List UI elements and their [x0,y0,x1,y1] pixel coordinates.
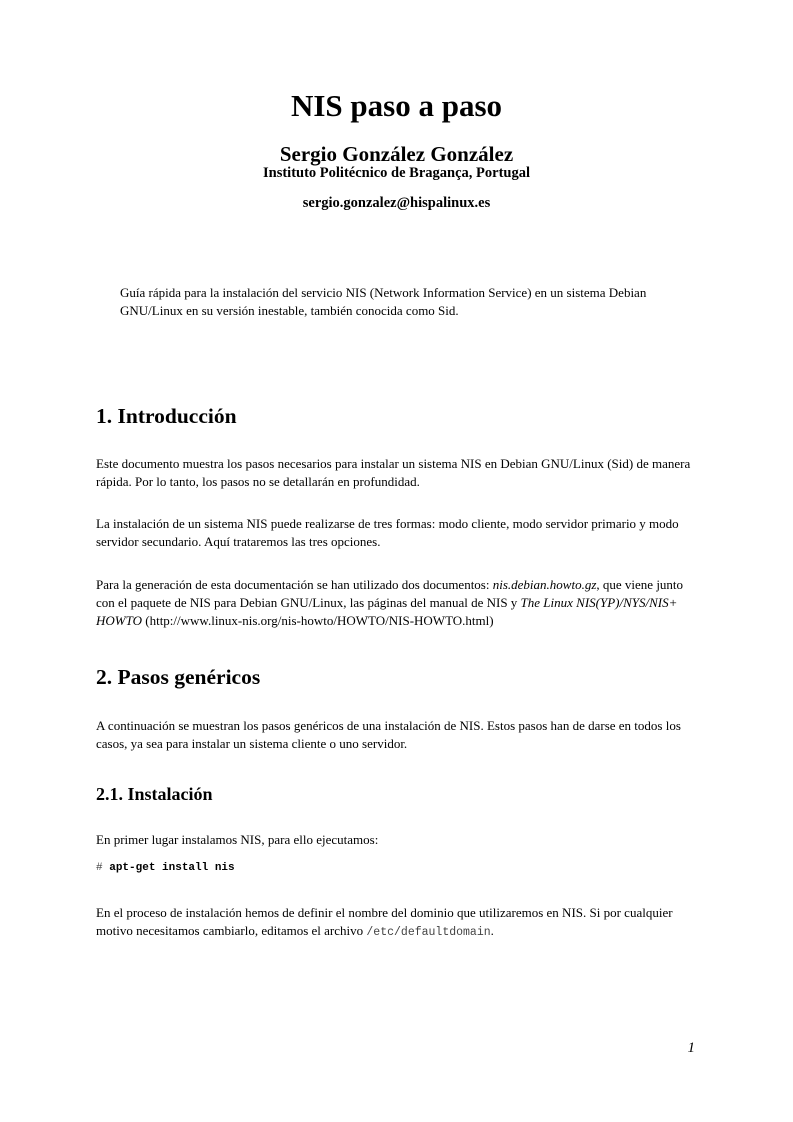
text: . [490,923,494,938]
text: Para la generación de esta documentación se han utilizado dos documentos: [96,577,493,592]
author-name: Sergio González González [279,142,514,166]
section-heading-introduccion: 1. Introducción [96,404,237,428]
author-email: sergio.gonzalez@hispalinux.es [302,195,491,211]
subsection-heading-instalacion: 2.1. Instalación [96,784,213,804]
paragraph-references [96,576,698,630]
command-line [96,862,235,874]
paragraph: A continuación se muestran los pasos genéricos de una instalación de NIS. Estos pasos han de darse en todos los casos, ya sea para instalar un sistema cliente o uno servidor. [96,718,681,751]
page-number: 1 [687,1040,695,1056]
text: En el proceso de instalación hemos de definir el nombre del dominio que utilizaremos en NIS. Si por cualquier motivo necesitamos cambiarlo, editamos el archivo [96,905,673,938]
text: (http://www.linux-nis.org/nis-howto/HOWTO/NIS-HOWTO.html) [142,613,494,628]
section-heading-pasos-genericos: 2. Pasos genéricos [96,665,261,689]
author-affiliation: Instituto Politécnico de Bragança, Portugal [262,165,531,181]
document-title: NIS paso a paso [290,88,503,123]
abstract: Guía rápida para la instalación del servicio NIS (Network Information Service) en un sistema Debian GNU/Linux en su versión inestable, también conocida como Sid. [120,285,647,318]
shell-command: apt-get install nis [109,862,235,874]
paragraph: La instalación de un sistema NIS puede realizarse de tres formas: modo cliente, modo servidor primario y modo servidor secundario. Aquí trataremos las tres opciones. [96,516,679,549]
paragraph: Este documento muestra los pasos necesarios para instalar un sistema NIS en Debian GNU/Linux (Sid) de manera rápida. Por lo tanto, los pasos no se detallarán en profundidad. [96,456,691,489]
file-path: /etc/defaultdomain [366,926,491,939]
reference-doc: The Linux NIS(YP)/NYS/NIS+ HOWTO [96,595,678,628]
text: , que viene junto con el paquete de NIS para Debian GNU/Linux, las páginas del manual de NIS y [96,577,684,610]
paragraph [96,904,698,942]
paragraph: En primer lugar instalamos NIS, para ello ejecutamos: [96,832,379,847]
reference-doc: nis.debian.howto.gz [492,577,597,592]
shell-prompt: # [96,862,103,874]
